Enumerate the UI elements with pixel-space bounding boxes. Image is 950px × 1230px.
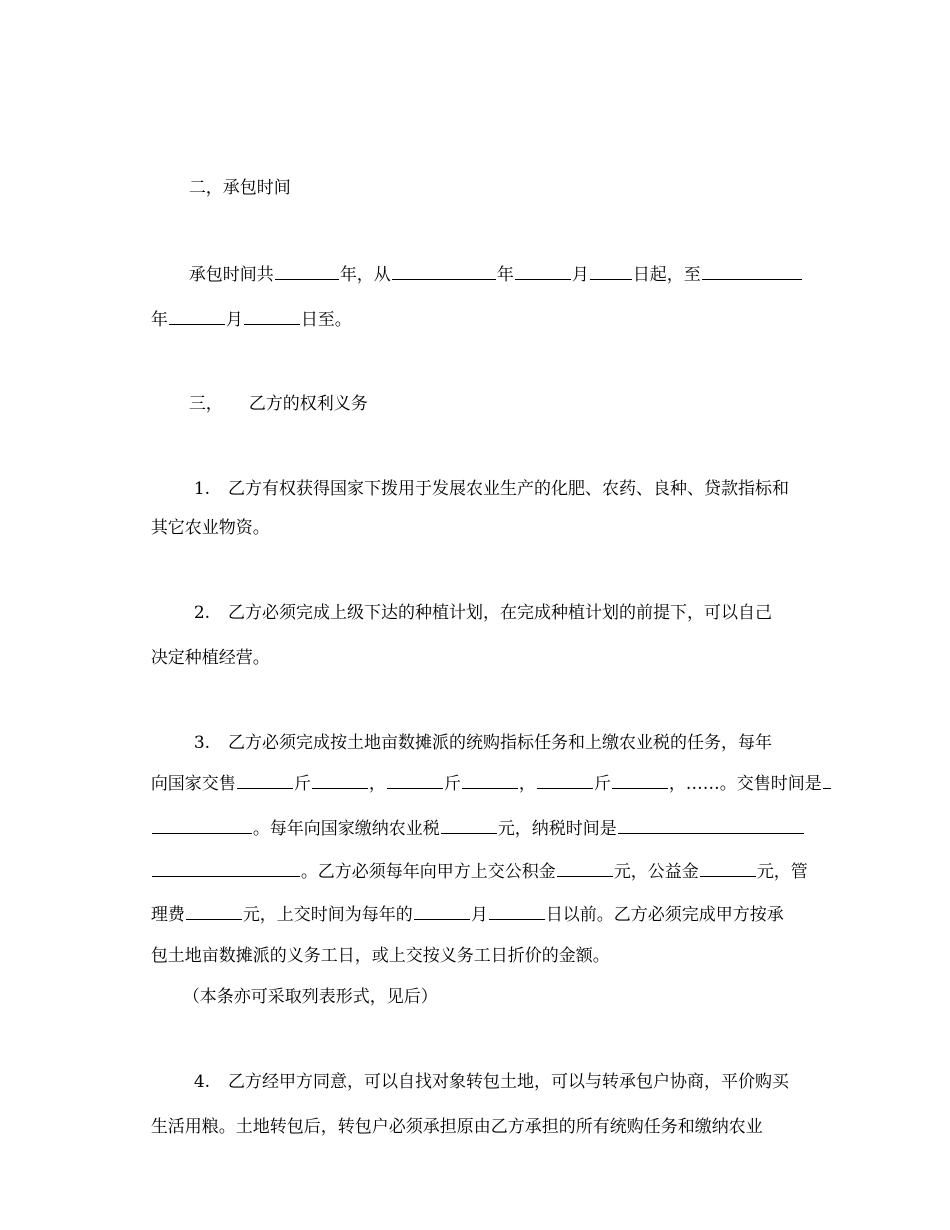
blank-field-qty-3[interactable] [537,772,593,789]
item-3-note [172,964,438,1007]
blank-field-management-fee[interactable] [186,903,242,920]
item-3-line-2 [140,750,832,794]
text-segment: 年 [496,265,514,285]
text-segment: 乙方必须完成按土地亩数摊派的统购指标任务和上缴农业税的任务，每年 [228,733,773,753]
blank-field-tax-time-cont[interactable] [152,860,300,877]
text-segment: 元，上交时间为每年的 [242,905,413,925]
text-segment: 包土地亩数摊派的义务工日，或上交按义务工日折价的金额。 [150,946,610,966]
item-1-line-2 [140,495,270,538]
blank-field-end-month[interactable] [169,308,225,325]
text-segment: ， [368,774,386,794]
text-segment: 理费 [150,905,185,925]
blank-field-tax-time[interactable] [618,817,804,834]
text-segment: （本条亦可采取列表形式，见后） [182,987,438,1007]
text-segment: 决定种植经营。 [150,648,270,668]
contract-period-line-2 [140,286,352,330]
text-segment: 年 [150,310,168,330]
item-2-line-2 [140,625,270,668]
blank-field-end-day[interactable] [244,308,300,325]
item-3-line-4 [140,838,808,882]
text-segment: 其它农业物资。 [150,518,270,538]
text-segment: ，……。交售时间是 [668,774,822,794]
blank-field-years[interactable] [275,263,339,280]
blank-field-end-year[interactable] [702,263,802,280]
item-3-line-6 [140,923,610,966]
text-segment: 。乙方必须每年向甲方上交公积金 [300,862,556,882]
item-4-number: 4. [193,1072,211,1092]
section-3-title: 乙方的权利义务 [248,394,368,414]
section-3-heading [178,371,368,414]
blank-field-start-year[interactable] [392,263,496,280]
text-segment: 月 [571,265,589,285]
blank-field-public-welfare[interactable] [700,860,756,877]
text-segment: 月 [470,905,488,925]
text-segment: 日起，至 [632,265,701,285]
blank-field-provident-fund[interactable] [557,860,613,877]
text-segment: 承包时间共 [188,265,274,285]
text-segment: ， [518,774,536,794]
text-segment: 日以前。乙方必须完成甲方按承 [545,905,784,925]
blank-field-crop-2[interactable] [462,772,518,789]
item-4-line-2 [140,1094,763,1137]
text-segment: 斤 [443,774,461,794]
text-segment: 乙方经甲方同意，可以自找对象转包土地，可以与转承包户协商，平价购买 [228,1072,790,1092]
text-segment: 乙方有权获得国家下拨用于发展农业生产的化肥、农药、良种、贷款指标和 [228,479,790,499]
contract-period-line-1 [178,241,803,285]
text-segment: 元，纳税时间是 [497,819,617,839]
blank-field-start-day[interactable] [590,263,632,280]
item-1-line-1 [183,456,790,499]
blank-field-agri-tax[interactable] [441,817,497,834]
blank-field-qty-2[interactable] [387,772,443,789]
item-1-number: 1. [193,479,211,499]
blank-field-due-month[interactable] [414,903,470,920]
text-segment: 年，从 [339,265,391,285]
blank-field-qty-1[interactable] [237,772,293,789]
item-2-number: 2. [193,603,211,623]
item-3-line-3 [140,795,805,839]
section-2-heading [178,155,291,198]
text-segment: 。每年向国家缴纳农业税 [252,819,440,839]
blank-field-crop-1[interactable] [312,772,368,789]
item-4-line-1 [183,1049,790,1092]
text-segment: 元，公益金 [613,862,699,882]
section-3-number: 三， [188,394,223,414]
blank-field-crop-3[interactable] [612,772,668,789]
text-segment: 向国家交售 [150,774,236,794]
item-2-line-1 [183,580,773,623]
text-segment: 元，管 [756,862,808,882]
section-2-heading-text: 二，承包时间 [188,178,291,198]
text-segment: 生活用粮。土地转包后，转包户必须承担原由乙方承担的所有统购任务和缴纳农业 [150,1117,763,1137]
text-segment: 乙方必须完成上级下达的种植计划，在完成种植计划的前提下，可以自己 [228,603,773,623]
text-segment: 月 [225,310,243,330]
text-segment: 日至。 [300,310,352,330]
item-3-line-1 [183,710,773,753]
blank-field-sale-time-start[interactable] [823,772,831,789]
blank-field-sale-time[interactable] [152,817,252,834]
text-segment: 斤 [593,774,611,794]
blank-field-start-month[interactable] [515,263,571,280]
blank-field-due-day[interactable] [489,903,545,920]
item-3-number: 3. [193,733,211,753]
text-segment: 斤 [293,774,311,794]
item-3-line-5 [140,881,784,925]
